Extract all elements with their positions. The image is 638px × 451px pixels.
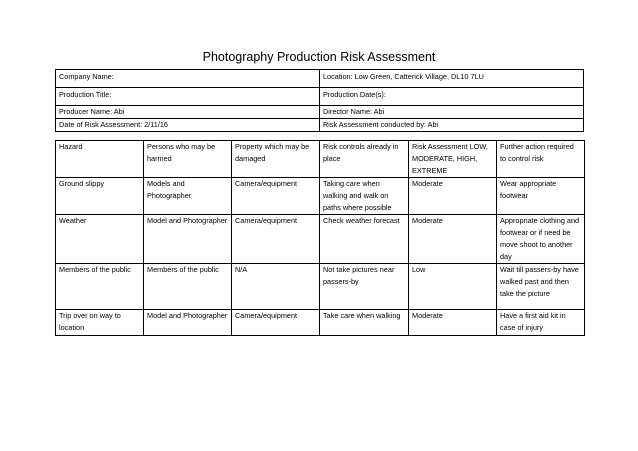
header-risk-controls: Risk controls already in place [320, 141, 409, 178]
hazard-cell: Ground slippy [56, 178, 144, 215]
risk-level-cell: Moderate [409, 215, 497, 264]
persons-cell: Model and Photographer [144, 310, 232, 336]
location-cell: Location: Low Green, Catterick Village, DL10 7LU [320, 70, 584, 88]
hazard-cell: Weather [56, 215, 144, 264]
further-action-cell: Wait till passers-by have walked past and then take the picture [497, 264, 585, 310]
risk-level-cell: Moderate [409, 310, 497, 336]
header-further-action: Further action required to control risk [497, 141, 585, 178]
table-row [56, 310, 585, 336]
table-row [56, 215, 585, 264]
production-title-cell: Production Title: [56, 88, 320, 106]
controls-cell: Check weather forecast [320, 215, 409, 264]
risk-level-cell: Low [409, 264, 497, 310]
production-dates-cell: Production Date(s): [320, 88, 584, 106]
persons-cell: Models and Photographer [144, 178, 232, 215]
info-row-people [56, 106, 584, 119]
risk-level-cell: Moderate [409, 178, 497, 215]
further-action-cell: Appropriate clothing and footwear or if need be move shoot to another day [497, 215, 585, 264]
persons-cell: Model and Photographer [144, 215, 232, 264]
producer-name-cell: Producer Name: Abi [56, 106, 320, 119]
header-risk-level: Risk Assessment LOW, MODERATE, HIGH, EXTREME [409, 141, 497, 178]
property-cell: Camera/equipment [232, 310, 320, 336]
header-property-damaged: Property which may be damaged [232, 141, 320, 178]
risk-assessment-table [55, 140, 585, 336]
risk-table-header-row [56, 141, 585, 178]
director-name-cell: Director Name: Abi [320, 106, 584, 119]
property-cell: Camera/equipment [232, 215, 320, 264]
property-cell: Camera/equipment [232, 178, 320, 215]
controls-cell: Not take pictures near passers-by [320, 264, 409, 310]
table-row [56, 178, 585, 215]
production-info-table [55, 69, 584, 132]
header-persons-harmed: Persons who may be harmed [144, 141, 232, 178]
page-title: Photography Production Risk Assessment [202, 50, 436, 64]
hazard-cell: Members of the public [56, 264, 144, 310]
assessment-date-cell: Date of Risk Assessment: 2/11/16 [56, 119, 320, 132]
property-cell: N/A [232, 264, 320, 310]
info-row-assessment [56, 119, 584, 132]
conducted-by-cell: Risk Assessment conducted by: Abi [320, 119, 584, 132]
controls-cell: Taking care when walking and walk on paths where possible [320, 178, 409, 215]
info-row-company [56, 70, 584, 88]
header-hazard: Hazard [56, 141, 144, 178]
hazard-cell: Trip over on way to location [56, 310, 144, 336]
persons-cell: Members of the public [144, 264, 232, 310]
info-row-production [56, 88, 584, 106]
company-name-cell: Company Name: [56, 70, 320, 88]
controls-cell: Take care when walking [320, 310, 409, 336]
table-row [56, 264, 585, 310]
further-action-cell: Have a first aid kit in case of injury [497, 310, 585, 336]
further-action-cell: Wear appropriate footwear [497, 178, 585, 215]
